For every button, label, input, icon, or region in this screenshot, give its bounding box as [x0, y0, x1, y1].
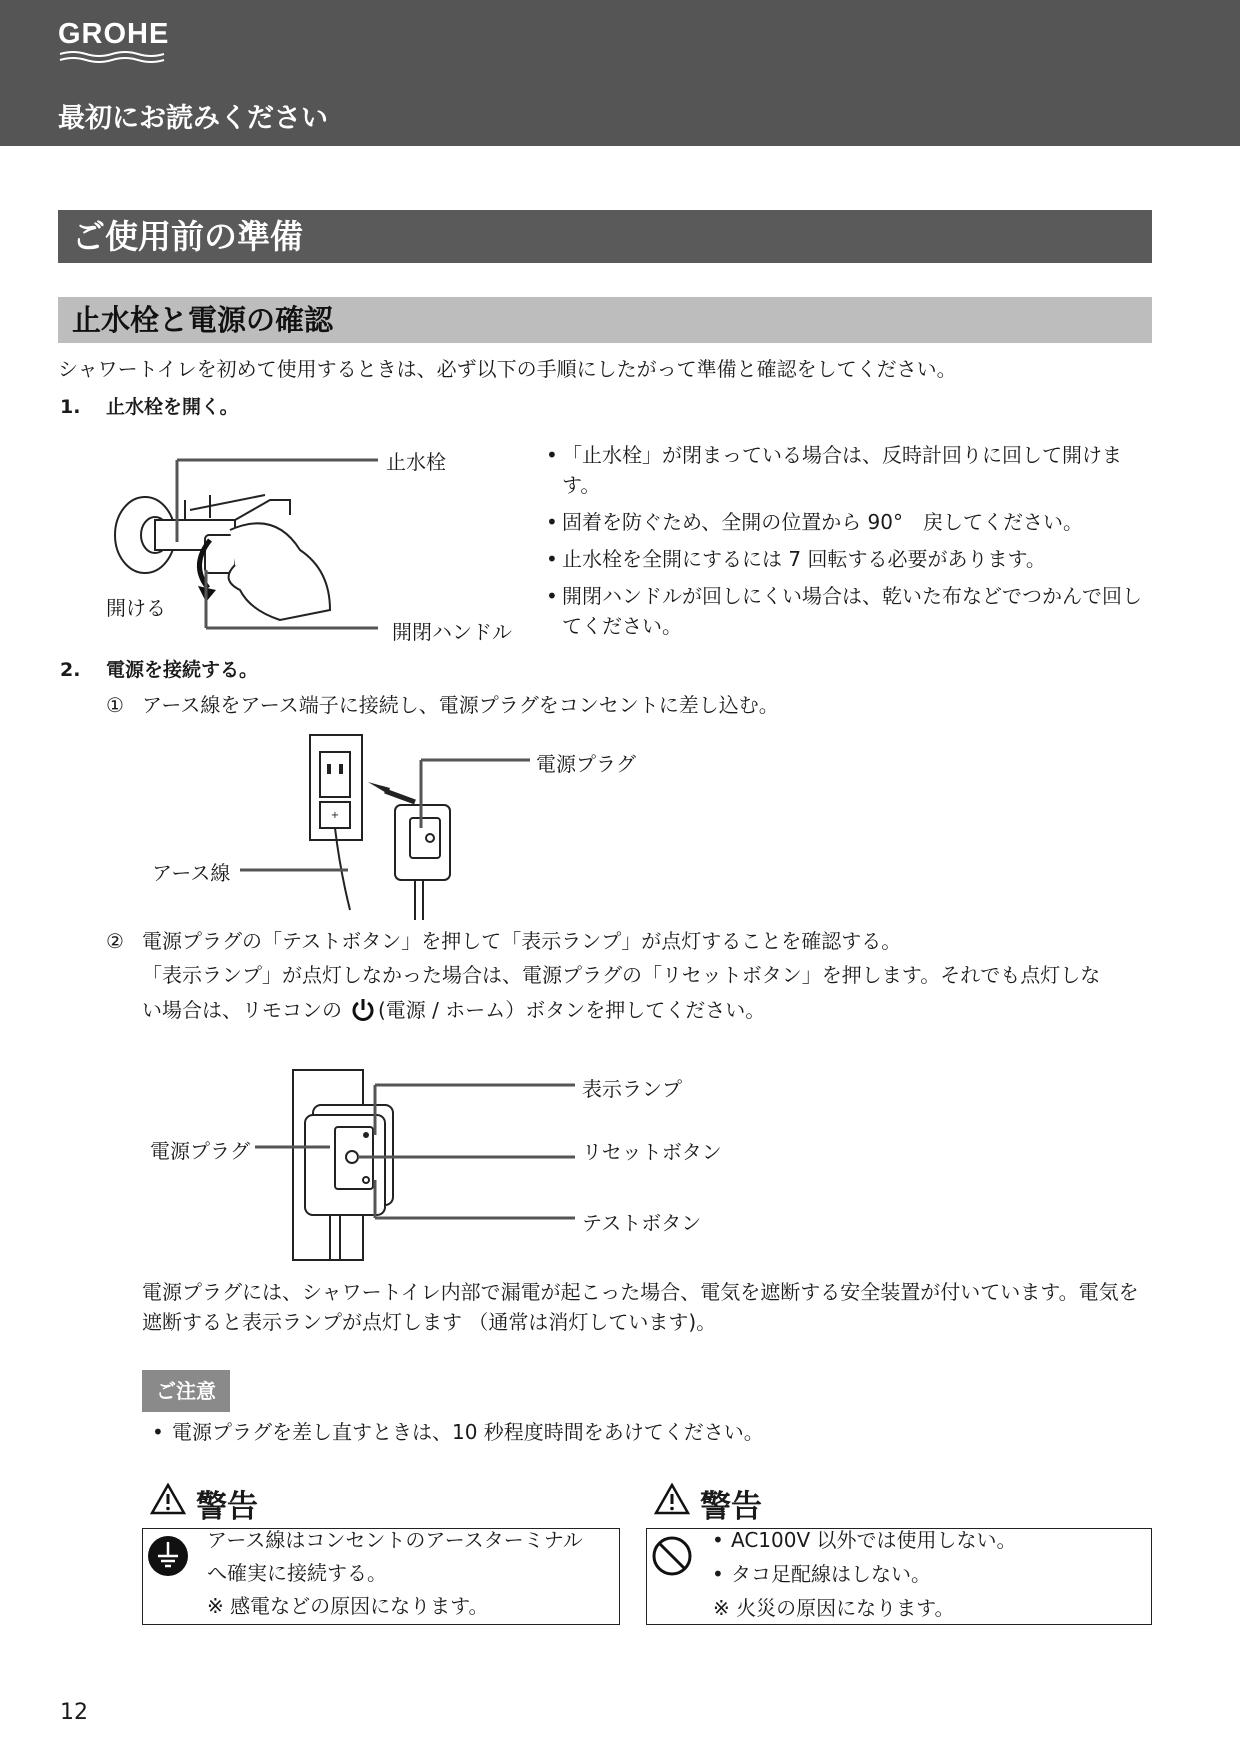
warning-line: ※ 感電などの原因になります。: [207, 1594, 489, 1618]
warning-line: AC100V 以外では使用しない。: [731, 1528, 1017, 1552]
bullet-item: • 「止水栓」が閉まっている場合は、反時計回りに回して開けます。: [542, 440, 1142, 500]
warning-line: へ確実に接続する。: [207, 1561, 387, 1585]
subsection-title: 止水栓と電源の確認: [58, 297, 1152, 343]
warning-triangle-icon: [150, 1483, 186, 1515]
fig2-test-label: テストボタン: [582, 1211, 702, 1235]
handle-label: 開閉ハンドル: [392, 620, 512, 644]
fig2-plug-label: 電源プラグ: [150, 1139, 250, 1163]
warning-bullet: •: [712, 1562, 724, 1586]
caution-text: 電源プラグを差し直すときは、10 秒程度時間をあけてください。: [172, 1420, 764, 1444]
warning-line: アース線はコンセントのアースターミナル: [207, 1528, 583, 1552]
sub2-line2: 「表示ランプ」が点灯しなかった場合は、電源プラグの「リセットボタン」を押します。それでも点灯しな: [142, 963, 1101, 987]
prohibited-icon: [651, 1535, 693, 1577]
fig1-earth-label: アース線: [152, 861, 231, 885]
valve-label: 止水栓: [386, 450, 446, 474]
step1-number: 1.: [60, 396, 81, 418]
step2-number: 2.: [60, 659, 81, 681]
warning-line: タコ足配線はしない。: [731, 1562, 931, 1586]
warning-bullet: •: [712, 1528, 724, 1552]
bullet-item: • 開閉ハンドルが回しにくい場合は、乾いた布などでつかんで回してください。: [542, 581, 1142, 641]
warning-title: 警告: [196, 1489, 258, 1525]
caution-tag: ご注意: [142, 1370, 230, 1412]
section-title: ご使用前の準備: [58, 210, 1152, 263]
sub2-line3: い場合は、リモコンの (電源 / ホーム）ボタンを押してください。: [142, 998, 766, 1022]
header-title: 最初にお読みください: [58, 103, 328, 134]
sub1-text: アース線をアース端子に接続し、電源プラグをコンセントに差し込む。: [142, 693, 779, 717]
bullet-item: • 固着を防ぐため、全開の位置から 90° 戻してください。: [542, 507, 1142, 537]
open-label: 開ける: [106, 596, 166, 620]
step1-title: 止水栓を開く。: [106, 396, 239, 418]
intro-text: シャワートイレを初めて使用するときは、必ず以下の手順にしたがって準備と確認をしてください。: [58, 357, 957, 381]
plug-detail-illustration: [255, 1065, 585, 1265]
step1-bullets: [542, 440, 1142, 648]
caution-bullet: •: [152, 1420, 164, 1444]
fig2-reset-label: リセットボタン: [582, 1140, 722, 1164]
sub1-marker: ①: [106, 693, 124, 717]
warning-line: ※ 火災の原因になります。: [713, 1596, 955, 1620]
note-text: 電源プラグには、シャワートイレ内部で漏電が起こった場合、電気を遮断する安全装置が付いています。電気を遮断すると表示ランプが点灯します （通常は消灯しています)。: [142, 1280, 1139, 1334]
page-number: 12: [60, 1700, 88, 1725]
svg-text:+: +: [330, 810, 340, 821]
warning-title: 警告: [700, 1489, 762, 1525]
sub2-line1: 電源プラグの「テストボタン」を押して「表示ランプ」が点灯することを確認する。: [142, 929, 902, 953]
fig2-lamp-label: 表示ランプ: [582, 1077, 682, 1101]
fig1-plug-label: 電源プラグ: [536, 752, 636, 776]
logo-waves-icon: [58, 50, 166, 66]
outlet-plug-illustration: [240, 730, 540, 920]
step2-title: 電源を接続する。: [106, 659, 259, 681]
warning-triangle-icon: [654, 1483, 690, 1515]
power-icon: [350, 997, 376, 1023]
ground-icon: [146, 1534, 190, 1578]
bullet-item: • 止水栓を全開にするには 7 回転する必要があります。: [542, 544, 1142, 574]
brand-logo: GROHE: [58, 18, 170, 50]
sub2-marker: ②: [106, 929, 124, 953]
